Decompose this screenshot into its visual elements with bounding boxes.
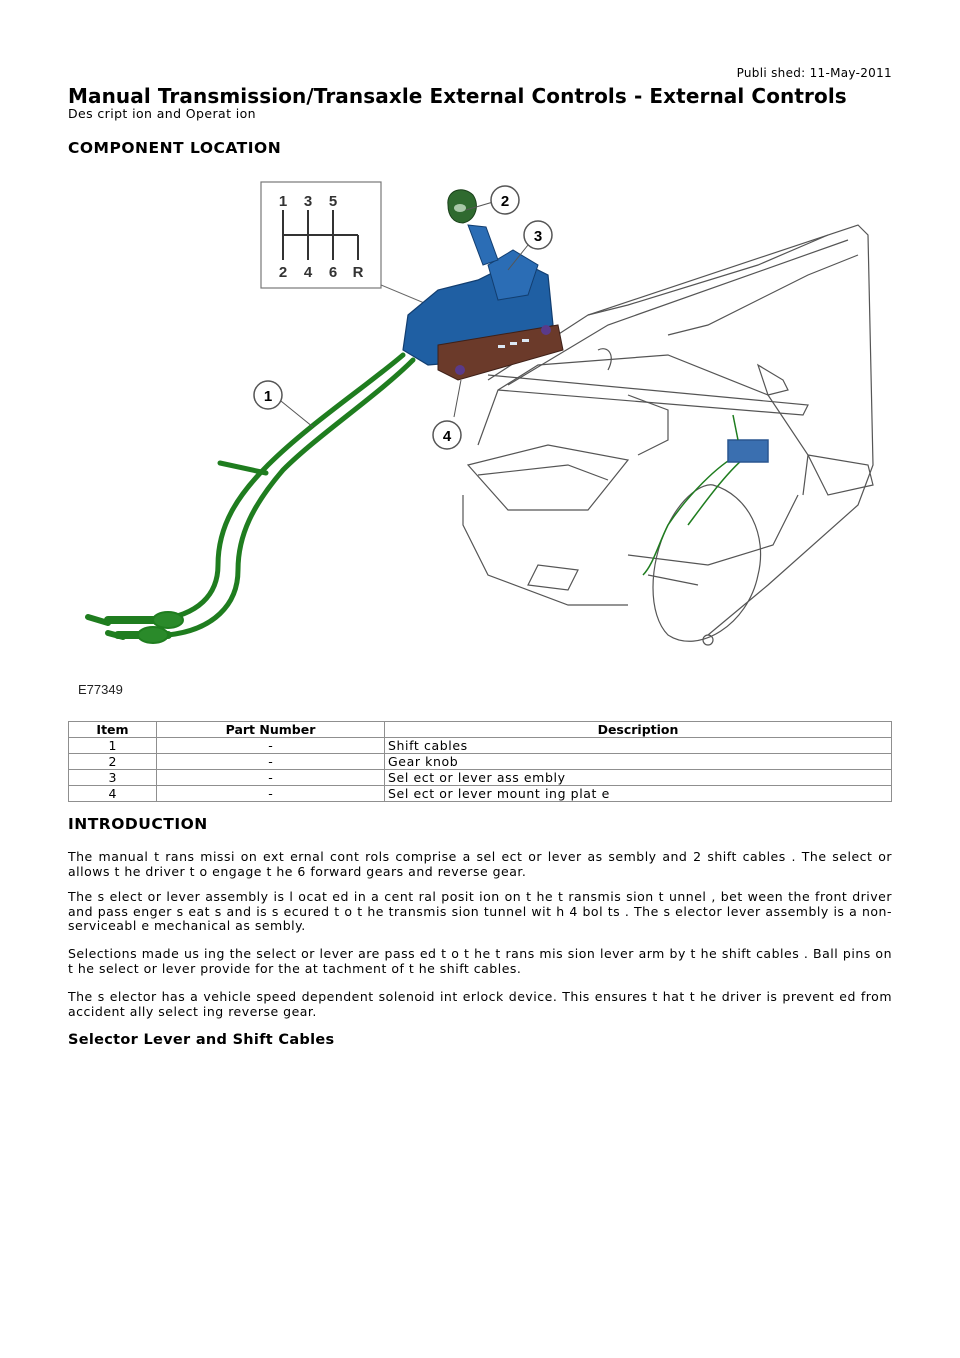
part-number-cell: - <box>157 754 385 770</box>
shift-pattern-inset <box>261 182 453 315</box>
shift-pattern-gear-5: 5 <box>328 193 338 210</box>
shift-pattern-gear-2: 2 <box>278 264 288 281</box>
published-date: Publi shed: 11-May-2011 <box>736 66 892 80</box>
shift-pattern-gear-3: 3 <box>303 193 313 210</box>
callout-1: 1 <box>263 388 273 405</box>
intro-paragraph-3: Selections made us ing the select or lever are pass ed t o t he t rans mis sion lever arm by t he shift cables . Ball pins on t he select or lever provide for the at tachment of t he shift cables. <box>68 946 892 976</box>
section-heading-selector-lever-cables: Selector Lever and Shift Cables <box>68 1032 335 1048</box>
item-cell: 1 <box>69 738 157 754</box>
part-number-cell: - <box>157 738 385 754</box>
table-header-row <box>69 722 892 738</box>
intro-paragraph-4: The s elector has a vehicle speed dependent solenoid int erlock device. This ensures t hat t he driver is prevent ed from accident ally select ing reverse gear. <box>68 989 892 1019</box>
item-cell: 2 <box>69 754 157 770</box>
table-row <box>69 770 892 786</box>
callout-4: 4 <box>442 428 452 445</box>
parts-table <box>68 721 892 802</box>
gear-knob <box>448 190 477 223</box>
shift-pattern-gear-r: R <box>352 264 364 281</box>
table-row <box>69 738 892 754</box>
callout-3: 3 <box>533 228 543 245</box>
description-cell: Shift cables <box>385 738 892 754</box>
part-number-cell: - <box>157 786 385 802</box>
intro-paragraph-2: The s elect or lever assembly is l ocat ed in a cent ral posit ion on t he t ransmis sion t unnel , bet ween the front driver and pass enger s eat s and is s ecured t o t he transmis sion tunnel wit h 4 bol ts . The s elector lever assembly is a non-serviceabl e mechanical as sembly. <box>68 889 892 933</box>
item-cell: 3 <box>69 770 157 786</box>
component-location-figure <box>68 165 892 705</box>
col-item: Item <box>69 722 157 738</box>
shift-pattern-gear-1: 1 <box>278 193 288 210</box>
description-cell: Sel ect or lever ass embly <box>385 770 892 786</box>
table-row <box>69 786 892 802</box>
page-title: Manual Transmission/Transaxle External Controls - External Controls <box>68 84 847 108</box>
part-number-cell: - <box>157 770 385 786</box>
intro-paragraph-1: The manual t rans missi on ext ernal cont rols comprise a sel ect or lever as sembly and 2 shift cables . The select or allows t he driver t o engage t he 6 forward gears and reverse gear. <box>68 849 892 879</box>
col-part-number: Part Number <box>157 722 385 738</box>
figure-illustration <box>68 165 892 705</box>
callout-2: 2 <box>500 193 510 210</box>
description-cell: Gear knob <box>385 754 892 770</box>
description-cell: Sel ect or lever mount ing plat e <box>385 786 892 802</box>
col-description: Description <box>385 722 892 738</box>
page-subtitle: Des cript ion and Operat ion <box>68 106 256 121</box>
item-cell: 4 <box>69 786 157 802</box>
section-heading-introduction: INTRODUCTION <box>68 815 208 833</box>
section-heading-component-location: COMPONENT LOCATION <box>68 139 282 157</box>
shift-pattern-gear-4: 4 <box>303 264 313 281</box>
shift-pattern-gear-6: 6 <box>328 264 338 281</box>
table-row <box>69 754 892 770</box>
figure-id: E77349 <box>78 682 123 697</box>
vehicle-cable-detail <box>643 415 768 575</box>
